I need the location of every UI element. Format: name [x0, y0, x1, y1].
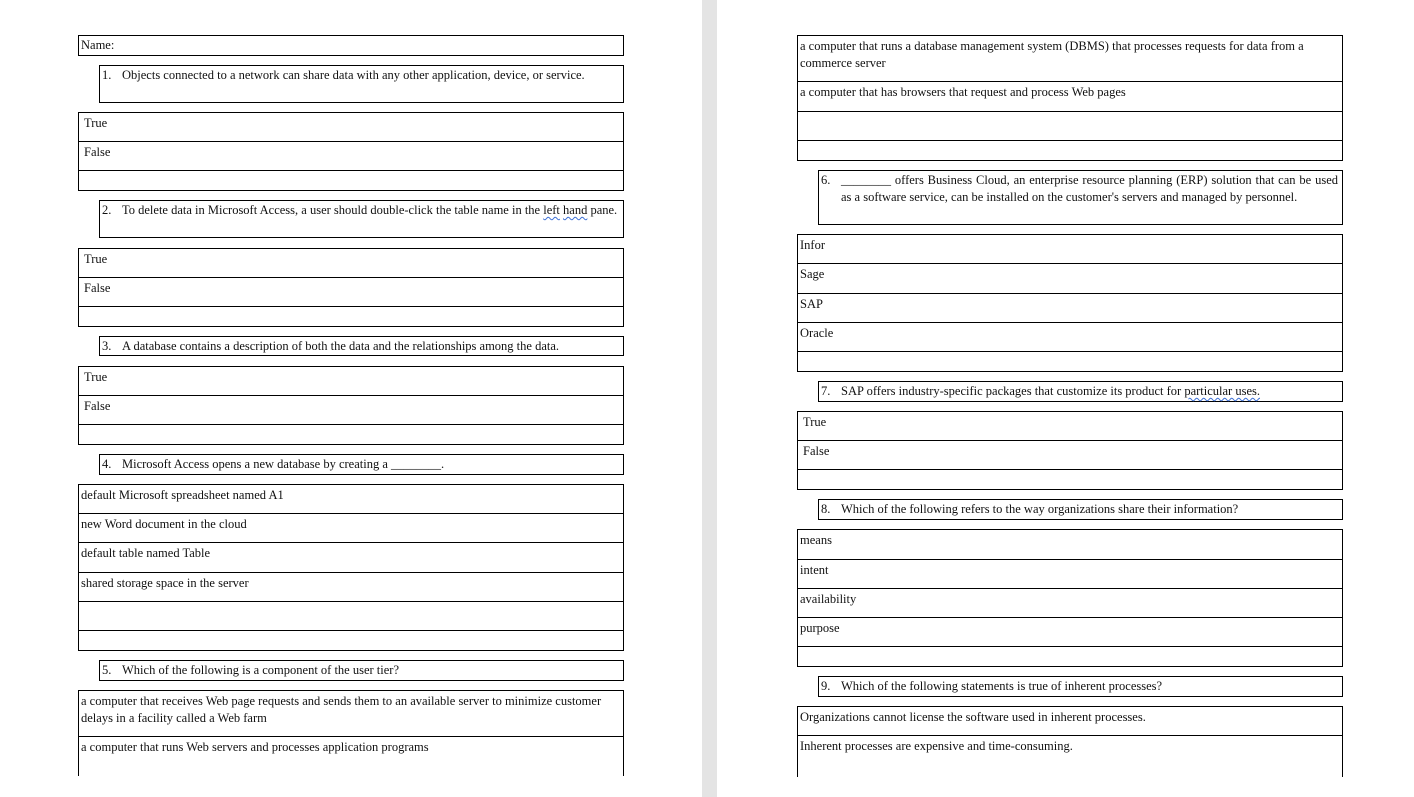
page-gap [702, 0, 717, 797]
question-1 [99, 65, 624, 103]
answer-blank-row [78, 170, 624, 191]
answer-option[interactable]: True [78, 112, 624, 142]
answer-option[interactable]: new Word document in the cloud [78, 513, 624, 543]
spellcheck-underline[interactable]: left [543, 203, 560, 217]
answer-option[interactable]: True [78, 366, 624, 396]
document-page-right [717, 0, 1414, 797]
answer-option[interactable]: True [797, 411, 1343, 441]
question-number: 6. [821, 173, 831, 187]
spellcheck-underline[interactable]: hand [563, 203, 588, 217]
answer-blank-row [78, 630, 624, 651]
question-text: Objects connected to a network can share data with any other application, device, or service. [122, 68, 585, 82]
answer-option[interactable]: availability [797, 588, 1343, 618]
question-number: 4. [102, 457, 112, 471]
answer-option[interactable]: Infor [797, 234, 1343, 264]
answer-option[interactable]: Organizations cannot license the software used in inherent processes. [797, 706, 1343, 736]
document-page-left [0, 0, 702, 797]
answer-option[interactable]: False [78, 277, 624, 307]
answer-option[interactable]: a computer that receives Web page requests and sends them to an available server to minimize customer delays in a facility called a Web farm [78, 690, 624, 737]
question-text: To delete data in Microsoft Access, a user should double-click the table name in the left hand pane. [122, 203, 618, 217]
question-number: 1. [102, 68, 112, 82]
question-number: 8. [821, 502, 831, 516]
question-text: Which of the following statements is true of inherent processes? [841, 679, 1163, 693]
answer-option[interactable]: Inherent processes are expensive and time-consuming. [797, 735, 1343, 777]
answer-option[interactable]: a computer that runs a database management system (DBMS) that processes requests for data from a commerce server [797, 35, 1343, 82]
answer-blank-row [797, 111, 1343, 141]
answer-option[interactable]: True [78, 248, 624, 278]
name-field[interactable] [78, 35, 624, 56]
answer-blank-row [797, 140, 1343, 161]
question-2 [99, 200, 624, 238]
answer-option[interactable]: purpose [797, 617, 1343, 647]
answer-option[interactable]: a computer that runs Web servers and processes application programs [78, 736, 624, 776]
answer-option[interactable]: means [797, 529, 1343, 560]
question-text: Which of the following refers to the way organizations share their information? [841, 502, 1239, 516]
question-number: 5. [102, 663, 112, 677]
question-6 [818, 170, 1343, 225]
answer-blank-row [797, 646, 1343, 667]
question-text: SAP offers industry-specific packages that customize its product for particular uses. [841, 384, 1260, 398]
name-label: Name: [81, 38, 115, 52]
question-7 [818, 381, 1343, 402]
question-4 [99, 454, 624, 475]
question-number: 3. [102, 339, 112, 353]
answer-option[interactable]: default Microsoft spreadsheet named A1 [78, 484, 624, 514]
answer-option[interactable]: Oracle [797, 322, 1343, 352]
answer-option[interactable]: intent [797, 559, 1343, 589]
question-8 [818, 499, 1343, 520]
answer-blank-row [78, 424, 624, 445]
question-text: A database contains a description of both the data and the relationships among the data. [122, 339, 560, 353]
question-number: 2. [102, 203, 112, 217]
answer-option[interactable]: default table named Table [78, 542, 624, 573]
answer-option[interactable]: False [797, 440, 1343, 470]
question-9 [818, 676, 1343, 697]
answer-option[interactable]: False [78, 395, 624, 425]
question-text: ________ offers Business Cloud, an enterprise resource planning (ERP) solution that can be used as a software service, can be installed on the customer's servers and managed by personnel. [841, 173, 1338, 204]
answer-option[interactable]: SAP [797, 293, 1343, 323]
question-number: 9. [821, 679, 831, 693]
spellcheck-underline[interactable]: particular uses. [1184, 384, 1260, 398]
question-text: Microsoft Access opens a new database by creating a ________. [122, 457, 445, 471]
question-3 [99, 336, 624, 356]
question-number: 7. [821, 384, 831, 398]
answer-option[interactable]: False [78, 141, 624, 171]
answer-option[interactable]: Sage [797, 263, 1343, 294]
answer-blank-row [78, 306, 624, 327]
answer-option[interactable]: shared storage space in the server [78, 572, 624, 602]
answer-blank-row [797, 469, 1343, 490]
question-5 [99, 660, 624, 681]
question-text: Which of the following is a component of the user tier? [122, 663, 400, 677]
answer-blank-row [797, 351, 1343, 372]
answer-blank-row [78, 601, 624, 631]
answer-option[interactable]: a computer that has browsers that request and process Web pages [797, 81, 1343, 112]
